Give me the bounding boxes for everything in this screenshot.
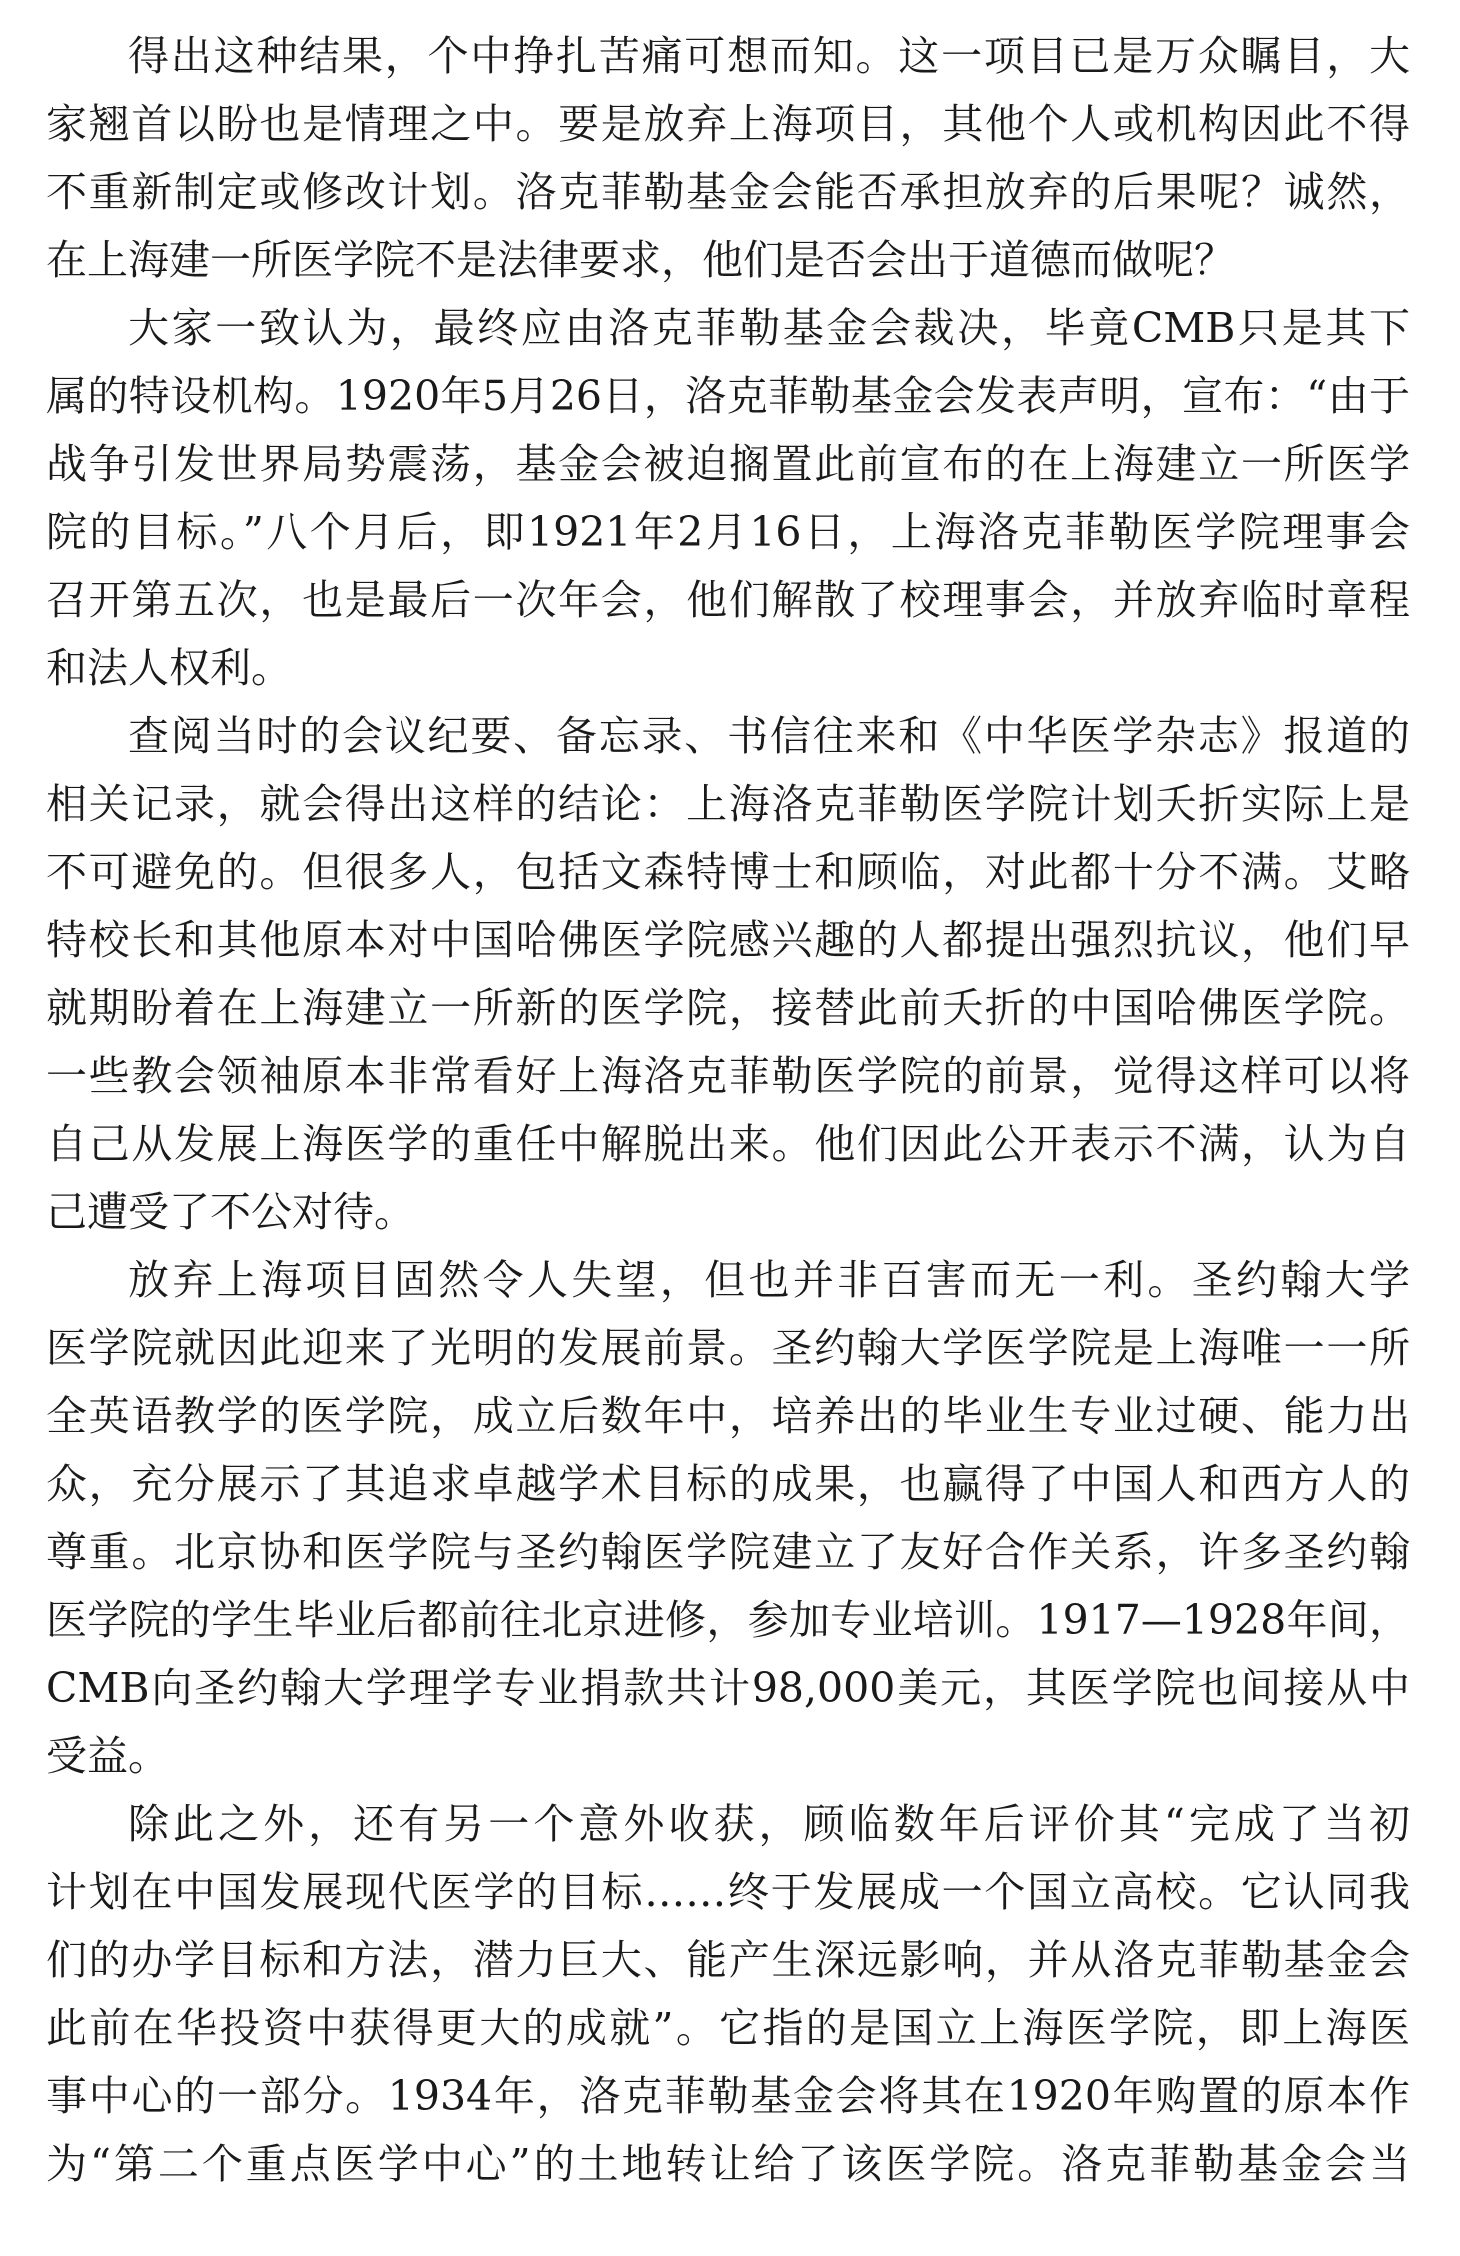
text-line: 和法人权利。 xyxy=(46,644,292,692)
text-line: 特校长和其他原本对中国哈佛医学院感兴趣的人都提出强烈抗议，他们早 xyxy=(46,916,1410,964)
text-line: 医学院就因此迎来了光明的发展前景。圣约翰大学医学院是上海唯一一所 xyxy=(46,1324,1410,1372)
text-line: 不重新制定或修改计划。洛克菲勒基金会能否承担放弃的后果呢？诚然， xyxy=(46,168,1410,216)
text-line: 医学院的学生毕业后都前往北京进修，参加专业培训。1917—1928年间， xyxy=(46,1596,1410,1644)
text-line: 己遭受了不公对待。 xyxy=(46,1188,415,1236)
text-line: 为“第二个重点医学中心”的土地转让给了该医学院。洛克菲勒基金会当 xyxy=(46,2140,1410,2188)
text-line: 事中心的一部分。1934年，洛克菲勒基金会将其在1920年购置的原本作 xyxy=(46,2072,1410,2120)
document-page xyxy=(46,22,1410,2198)
text-line: CMB向圣约翰大学理学专业捐款共计98,000美元，其医学院也间接从中 xyxy=(46,1664,1410,1712)
paragraph-1 xyxy=(46,22,1410,294)
text-line: 除此之外，还有另一个意外收获，顾临数年后评价其“完成了当初 xyxy=(128,1800,1410,1848)
paragraph-4 xyxy=(46,1246,1410,1790)
text-line: 在上海建一所医学院不是法律要求，他们是否会出于道德而做呢？ xyxy=(46,236,1235,284)
text-line: 查阅当时的会议纪要、备忘录、书信往来和《中华医学杂志》报道的 xyxy=(128,712,1410,760)
paragraph-3 xyxy=(46,702,1410,1246)
text-line: 召开第五次，也是最后一次年会，他们解散了校理事会，并放弃临时章程 xyxy=(46,576,1410,624)
text-line: 计划在中国发展现代医学的目标……终于发展成一个国立高校。它认同我 xyxy=(46,1868,1410,1916)
text-line: 不可避免的。但很多人，包括文森特博士和顾临，对此都十分不满。艾略 xyxy=(46,848,1410,896)
text-line: 全英语教学的医学院，成立后数年中，培养出的毕业生专业过硬、能力出 xyxy=(46,1392,1410,1440)
text-line: 院的目标。”八个月后，即1921年2月16日，上海洛克菲勒医学院理事会 xyxy=(46,508,1410,556)
text-line: 就期盼着在上海建立一所新的医学院，接替此前夭折的中国哈佛医学院。 xyxy=(46,984,1410,1032)
text-line: 此前在华投资中获得更大的成就”。它指的是国立上海医学院，即上海医 xyxy=(46,2004,1410,2052)
text-line: 放弃上海项目固然令人失望，但也并非百害而无一利。圣约翰大学 xyxy=(128,1256,1410,1304)
text-line: 受益。 xyxy=(46,1732,169,1780)
paragraph-5 xyxy=(46,1790,1410,2198)
text-line: 相关记录，就会得出这样的结论：上海洛克菲勒医学院计划夭折实际上是 xyxy=(46,780,1410,828)
text-line: 尊重。北京协和医学院与圣约翰医学院建立了友好合作关系，许多圣约翰 xyxy=(46,1528,1410,1576)
text-line: 自己从发展上海医学的重任中解脱出来。他们因此公开表示不满，认为自 xyxy=(46,1120,1410,1168)
text-line: 战争引发世界局势震荡，基金会被迫搁置此前宣布的在上海建立一所医学 xyxy=(46,440,1410,488)
text-line: 家翘首以盼也是情理之中。要是放弃上海项目，其他个人或机构因此不得 xyxy=(46,100,1410,148)
text-line: 一些教会领袖原本非常看好上海洛克菲勒医学院的前景，觉得这样可以将 xyxy=(46,1052,1410,1100)
text-line: 众，充分展示了其追求卓越学术目标的成果，也赢得了中国人和西方人的 xyxy=(46,1460,1410,1508)
text-line: 们的办学目标和方法，潜力巨大、能产生深远影响，并从洛克菲勒基金会 xyxy=(46,1936,1410,1984)
text-line: 得出这种结果，个中挣扎苦痛可想而知。这一项目已是万众瞩目，大 xyxy=(128,32,1410,80)
text-line: 大家一致认为，最终应由洛克菲勒基金会裁决，毕竟CMB只是其下 xyxy=(128,304,1410,352)
paragraph-2 xyxy=(46,294,1410,702)
text-line: 属的特设机构。1920年5月26日，洛克菲勒基金会发表声明，宣布：“由于 xyxy=(46,372,1410,420)
